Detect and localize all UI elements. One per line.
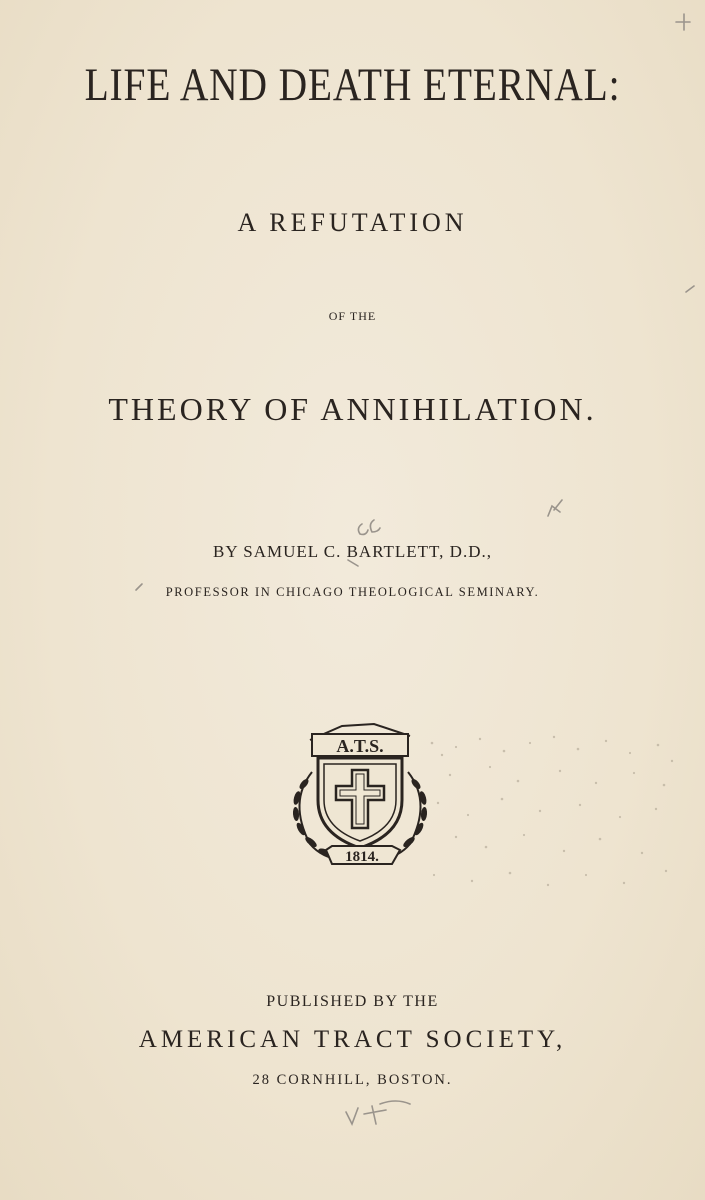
affiliation-line: PROFESSOR IN CHICAGO THEOLOGICAL SEMINARY.: [165, 585, 540, 599]
bleed-through-marks: [420, 725, 685, 895]
seal-top-text: A.T.S.: [336, 736, 384, 756]
publisher-line-3: 28 CORNHILL, BOSTON.: [252, 1072, 453, 1088]
publisher-line-1: PUBLISHED BY THE: [266, 993, 439, 1010]
seal-year-text: 1814.: [345, 849, 379, 865]
subtitle-line-3: THEORY OF ANNIHILATION.: [108, 391, 597, 427]
main-title: LIFE AND DEATH ETERNAL:: [84, 59, 621, 111]
subtitle-line-1: A REFUTATION: [237, 208, 468, 237]
author-line: BY SAMUEL C. BARTLETT, D.D.,: [213, 542, 492, 561]
society-seal-icon: [282, 722, 442, 872]
publisher-line-2: AMERICAN TRACT SOCIETY,: [138, 1026, 567, 1053]
subtitle-line-2: OF THE: [328, 309, 377, 323]
